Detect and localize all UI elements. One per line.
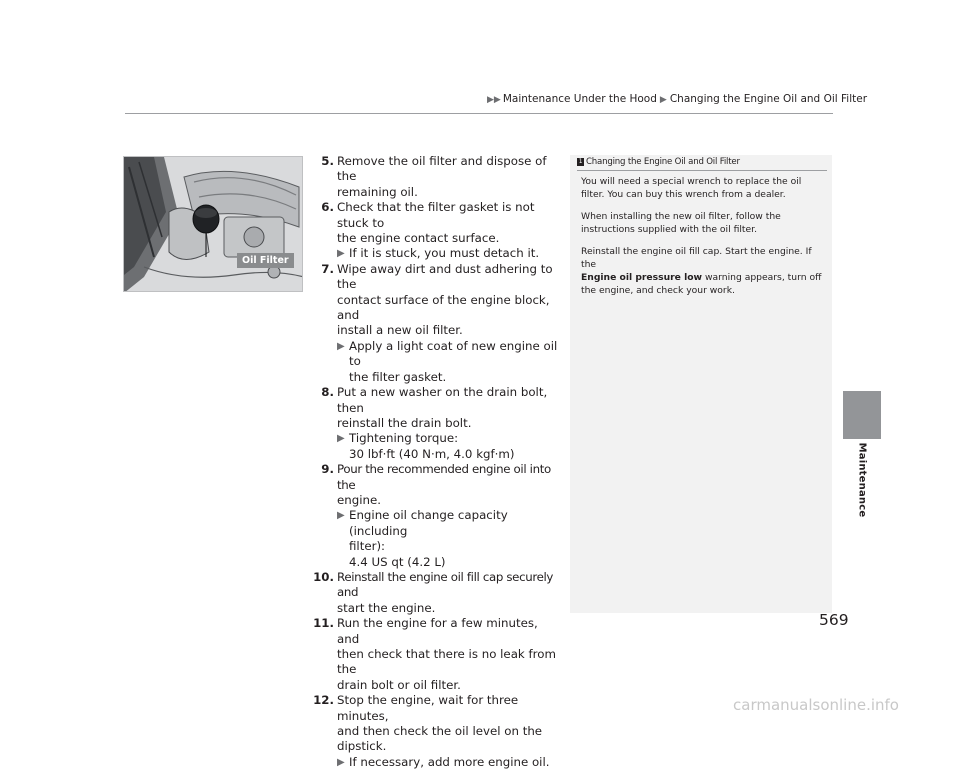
step-10: 10. Reinstall the engine oil fill cap securely and start the engine.: [313, 569, 554, 615]
step-5: 5. Remove the oil filter and dispose of the remaining oil.: [321, 154, 547, 199]
step-12-note: ▶ If necessary, add more engine oil.: [337, 754, 550, 769]
warning-name: Engine oil pressure low: [581, 272, 703, 284]
step-6-note: ▶ If it is stuck, you must detach it.: [337, 246, 540, 261]
step-6: 6. Check that the filter gasket is not stuck to the engine contact surface.: [321, 200, 535, 246]
step-7-note: ▶ Apply a light coat of new engine oil to the filter gasket.: [337, 338, 558, 384]
breadcrumb: [487, 93, 867, 105]
note-paragraph-3: Reinstall the engine oil fill cap. Start the engine. If the Engine oil pressure low warning appears, turn off the engine, and check your work.: [581, 245, 822, 297]
step-9-note: ▶ Engine oil change capacity (including filter): 4.4 US qt (4.2 L): [337, 508, 508, 569]
note-paragraph-2: When installing the new oil filter, follow the instructions supplied with the oil filter.: [581, 210, 781, 236]
note-paragraph-1: You will need a special wrench to replace the oil filter. You can buy this wrench from a dealer.: [581, 176, 802, 201]
note-heading: 1 Changing the Engine Oil and Oil Filter: [578, 157, 740, 167]
section-tab: [843, 391, 881, 439]
arrow-icon: ▶: [337, 756, 345, 768]
arrow-icon: ▶: [337, 433, 345, 445]
breadcrumb-topic: Changing the Engine Oil and Oil Filter: [669, 93, 868, 105]
section-label: Maintenance: [856, 442, 868, 518]
breadcrumb-arrow-icon: ▶▶: [487, 95, 501, 105]
reference-icon: 1: [578, 157, 583, 165]
step-12: 12. Stop the engine, wait for three minutes, and then check the oil level on the dipstick.: [313, 693, 543, 754]
step-8-note: ▶ Tightening torque: 30 lbf·ft (40 N·m, 4.0 kgf·m): [337, 431, 515, 461]
watermark: carmanualsonline.info: [733, 696, 899, 714]
arrow-icon: ▶: [337, 510, 345, 522]
header-divider: [125, 113, 833, 114]
step-9: 9. Pour the recommended engine oil into the engine.: [321, 462, 551, 507]
breadcrumb-section: Maintenance Under the Hood: [502, 93, 657, 105]
breadcrumb-arrow-icon: ▶: [659, 95, 667, 105]
engine-illustration: [123, 156, 303, 292]
step-8: 8. Put a new washer on the drain bolt, then reinstall the drain bolt.: [321, 385, 548, 430]
arrow-icon: ▶: [337, 248, 345, 260]
note-divider: [577, 170, 827, 171]
page-number: 569: [819, 611, 849, 629]
oil-filter-callout: Oil Filter: [237, 253, 294, 268]
step-7: 7. Wipe away dirt and dust adhering to the contact surface of the engine block, and install a new oil filter.: [321, 261, 553, 338]
arrow-icon: ▶: [337, 340, 345, 352]
step-11: 11. Run the engine for a few minutes, and then check that there is no leak from the drain bolt or oil filter.: [313, 616, 556, 692]
note-body: [581, 175, 827, 306]
procedure-steps: [303, 154, 559, 770]
